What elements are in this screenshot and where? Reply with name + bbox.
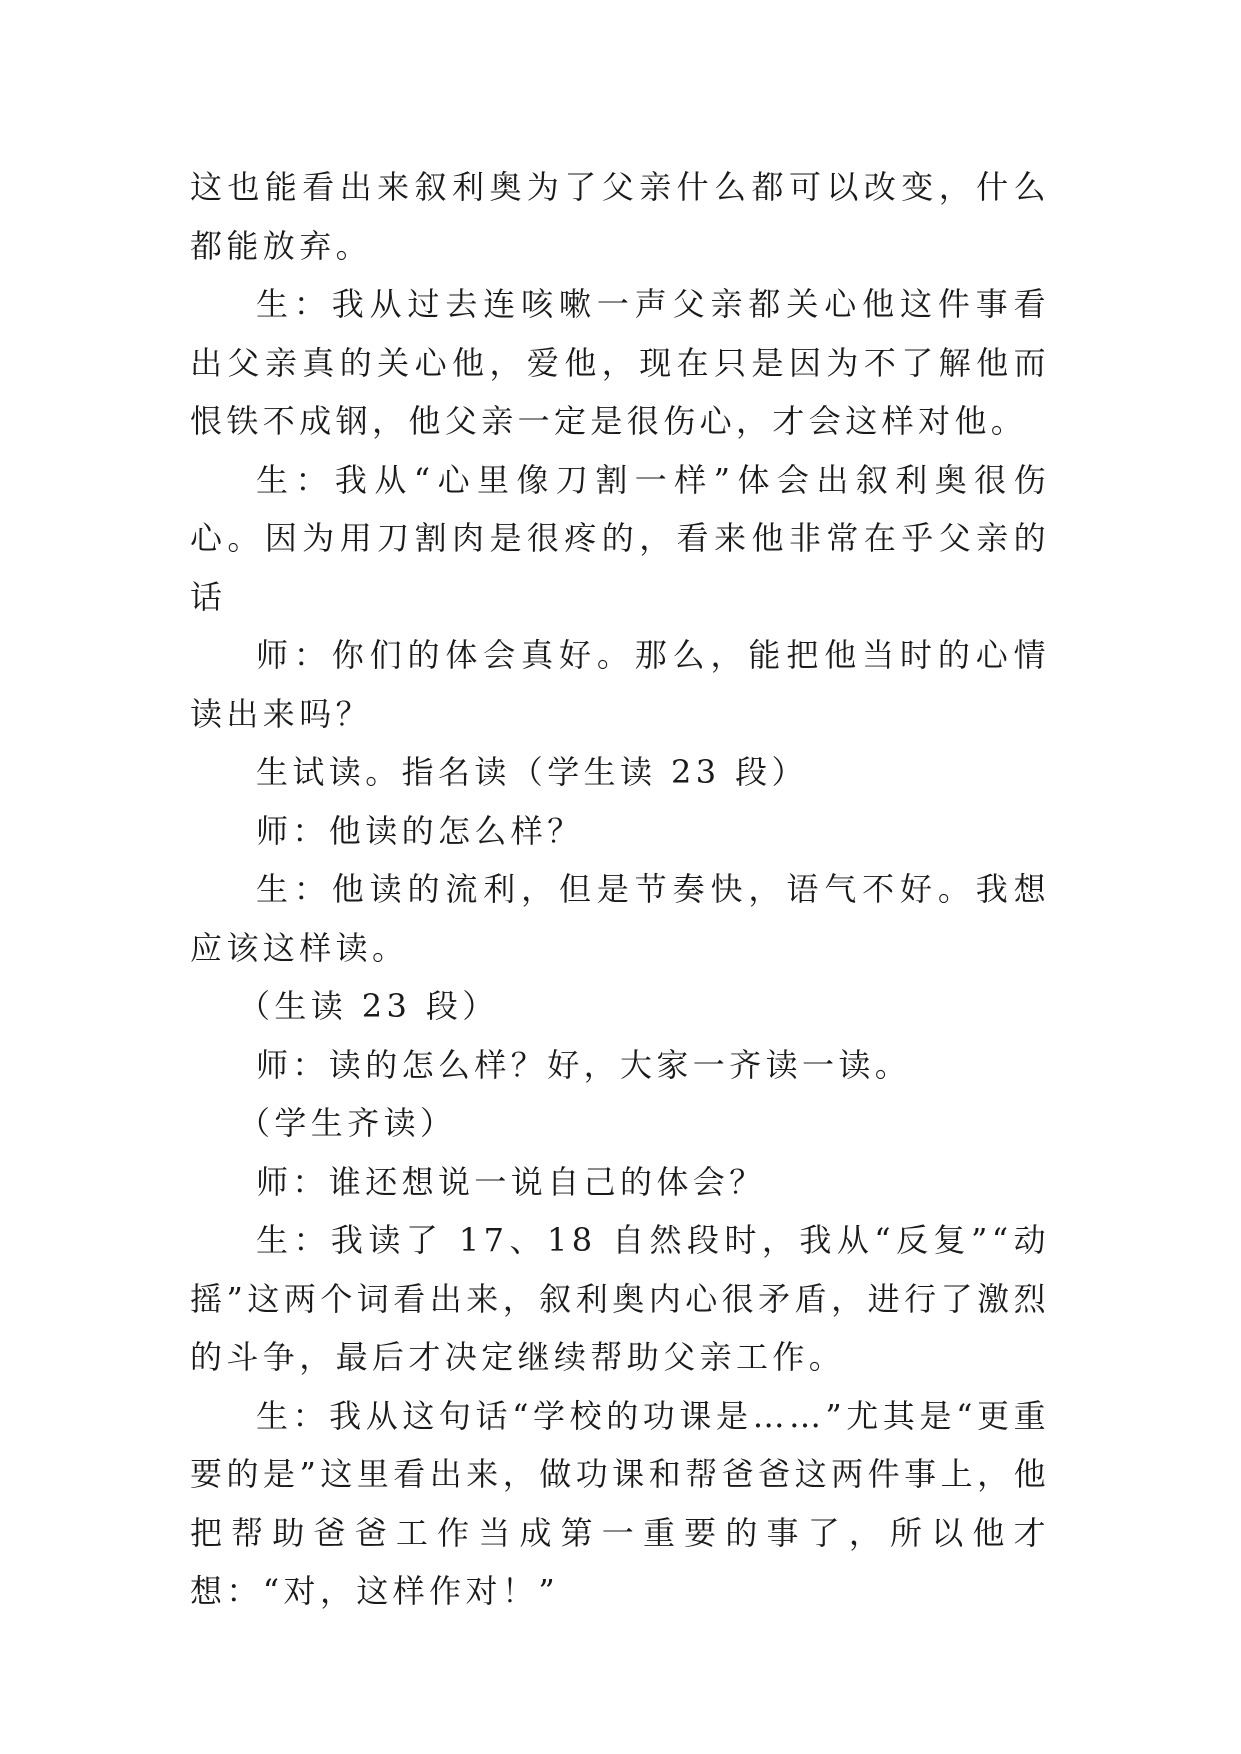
paragraph-8: （生读 23 段） [238, 987, 499, 1025]
paragraph-1: 这也能看出来叙利奥为了父亲什么都可以改变，什么都能放弃。 [190, 168, 1050, 265]
paragraph-2: 生：我从过去连咳嗽一声父亲都关心他这件事看出父亲真的关心他，爱他，现在只是因为不了解他而恨铁不成钢，他父亲一定是很伤心，才会这样对他。 [190, 285, 1050, 440]
paragraph-7: 生：他读的流利，但是节奏快，语气不好。我想应该这样读。 [190, 870, 1050, 967]
paragraph-4: 师：你们的体会真好。那么，能把他当时的心情读出来吗？ [190, 636, 1050, 733]
paragraph-6: 师：他读的怎么样？ [256, 811, 584, 850]
paragraph-10: （学生齐读） [238, 1104, 457, 1142]
paragraph-11: 师：谁还想说一说自己的体会？ [256, 1162, 766, 1201]
document-body [190, 158, 1050, 1621]
paragraph-13: 生：我从这句话“学校的功课是……”尤其是“更重要的是”这里看出来，做功课和帮爸爸这两件事上，他把帮助爸爸工作当成第一重要的事了，所以他才想：“对，这样作对！” [190, 1396, 1050, 1610]
paragraph-9: 师：读的怎么样？好，大家一齐读一读。 [256, 1045, 912, 1084]
paragraph-3: 生：我从“心里像刀割一样”体会出叙利奥很伤心。因为用刀割肉是很疼的，看来他非常在乎父亲的话 [190, 460, 1050, 616]
paragraph-12: 生：我读了 17、18 自然段时，我从“反复”“动摇”这两个词看出来，叙利奥内心很矛盾，进行了激烈的斗争，最后才决定继续帮助父亲工作。 [190, 1221, 1050, 1376]
paragraph-5: 生试读。指名读（学生读 23 段） [256, 753, 808, 791]
